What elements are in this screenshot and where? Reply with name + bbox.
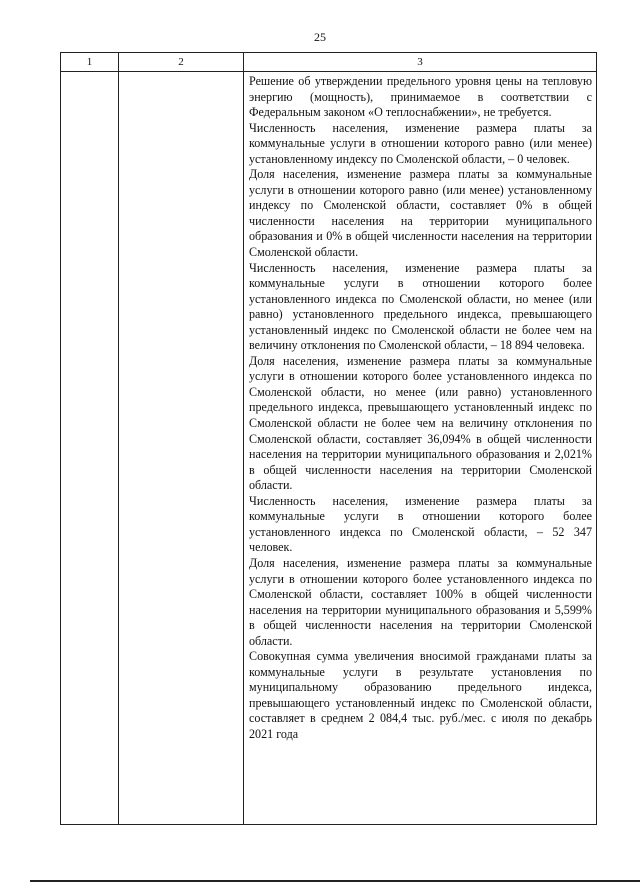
page-number: 25 (314, 30, 326, 44)
footer-divider (30, 880, 640, 882)
column-header-1: 1 (61, 53, 119, 72)
paragraph: Доля населения, изменение размера платы за коммунальные услуги в отношении которого более установленного индекса по Смоленской области, составляет 100% в общей численности населения на территории муниципального образования и 5,599% в общей численности населения на территории Смоленской области. (249, 555, 592, 648)
column-header-3: 3 (244, 53, 597, 72)
table-row (61, 72, 597, 825)
paragraph: Численность населения, изменение размера платы за коммунальные услуги в отношении которого более установленного индекса по Смоленской области, – 52 347 человек. (249, 493, 592, 555)
table-cell-col3 (244, 72, 597, 825)
table-cell-col1 (61, 72, 119, 825)
paragraph: Доля населения, изменение размера платы за коммунальные услуги в отношении которого равно (или менее) установленному индексу по Смоленской области, составляет 0% в общей численности населения на территории муниципального образования и 0% в общей численности населения на территории Смоленской области. (249, 167, 592, 260)
column-header-2: 2 (119, 53, 244, 72)
document-table (60, 52, 597, 825)
table-header-row (61, 53, 597, 72)
paragraph: Численность населения, изменение размера платы за коммунальные услуги в отношении которого равно (или менее) установленному индексу по Смоленской области, – 0 человек. (249, 120, 592, 166)
paragraph: Численность населения, изменение размера платы за коммунальные услуги в отношении которого более установленного индекса по Смоленской области, но менее (или равно) установленного предельного индекса, превышающего установленный индекс по Смоленской области не более чем на величину отклонения по Смоленской области, – 18 894 человека. (249, 260, 592, 353)
paragraph: Решение об утверждении предельного уровня цены на тепловую энергию (мощность), принимаемое в соответствии с Федеральным законом «О теплоснабжении», не требуется. (249, 74, 592, 120)
paragraph: Доля населения, изменение размера платы за коммунальные услуги в отношении которого более установленного индекса по Смоленской области, но менее (или равно) установленного предельного индекса, превышающего установленный индекс по Смоленской области не более чем на величину отклонения по Смоленской области, составляет 36,094% в общей численности населения на территории муниципального образования и 2,021% в общей численности населения на территории Смоленской области. (249, 353, 592, 493)
paragraph: Совокупная сумма увеличения вносимой гражданами платы за коммунальные услуги в результате установления по муниципальному образованию предельного индекса, превышающего установленный индекс по Смоленской области, составляет в среднем 2 084,4 тыс. руб./мес. с июля по декабрь 2021 года (249, 649, 592, 741)
table-cell-col2 (119, 72, 244, 825)
